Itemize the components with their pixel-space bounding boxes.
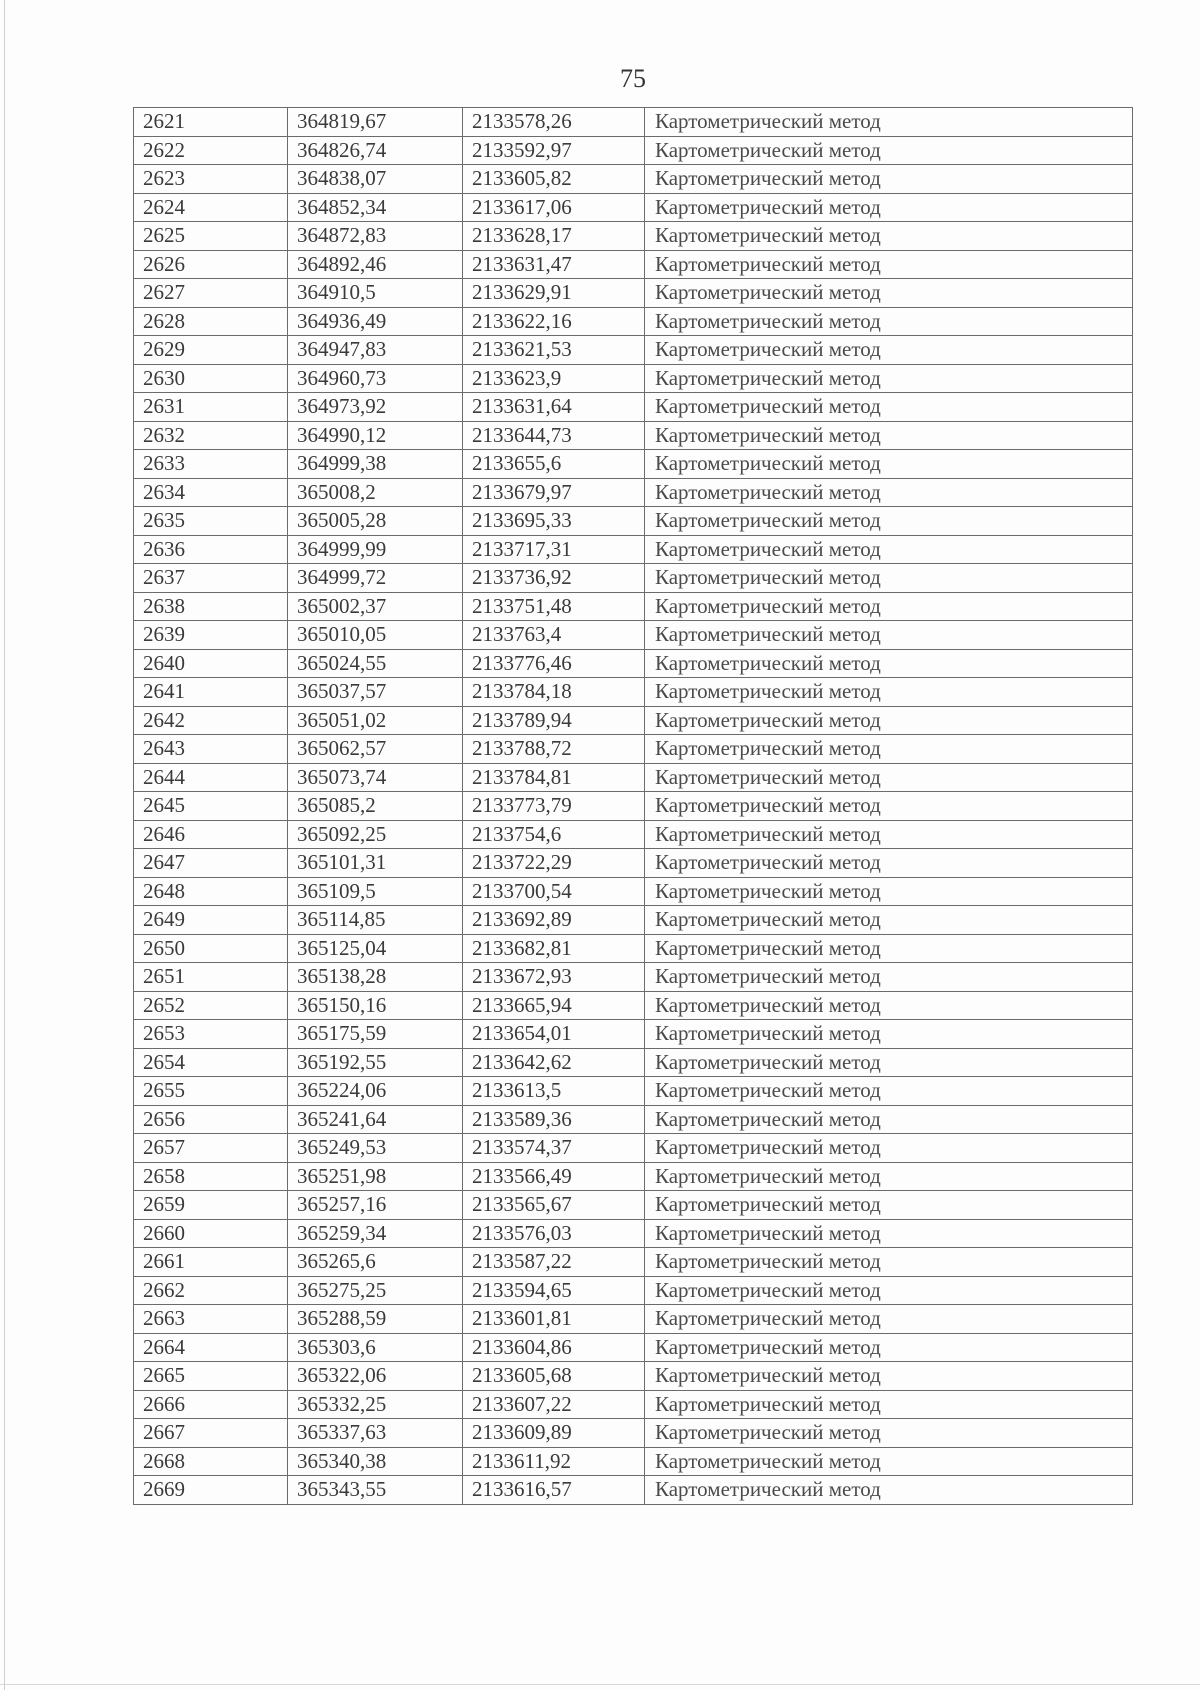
y-coordinate-cell: 2133682,81: [463, 934, 645, 963]
y-coordinate-cell: 2133717,31: [463, 535, 645, 564]
point-number-cell: 2643: [134, 735, 288, 764]
x-coordinate-cell: 365092,25: [288, 820, 463, 849]
method-cell: Картометрический метод: [645, 991, 1133, 1020]
point-number-cell: 2640: [134, 649, 288, 678]
y-coordinate-cell: 2133616,57: [463, 1476, 645, 1505]
method-cell: Картометрический метод: [645, 1476, 1133, 1505]
x-coordinate-cell: 364872,83: [288, 222, 463, 251]
method-cell: Картометрический метод: [645, 792, 1133, 821]
x-coordinate-cell: 365251,98: [288, 1162, 463, 1191]
table-row: [134, 1048, 1133, 1077]
point-number-cell: 2663: [134, 1305, 288, 1334]
y-coordinate-cell: 2133592,97: [463, 136, 645, 165]
y-coordinate-cell: 2133623,9: [463, 364, 645, 393]
method-cell: Картометрический метод: [645, 1333, 1133, 1362]
y-coordinate-cell: 2133607,22: [463, 1390, 645, 1419]
table-row: [134, 1333, 1133, 1362]
method-cell: Картометрический метод: [645, 849, 1133, 878]
table-row: [134, 592, 1133, 621]
x-coordinate-cell: 365037,57: [288, 678, 463, 707]
x-coordinate-cell: 365241,64: [288, 1105, 463, 1134]
point-number-cell: 2638: [134, 592, 288, 621]
point-number-cell: 2646: [134, 820, 288, 849]
table-row: [134, 1248, 1133, 1277]
x-coordinate-cell: 364999,38: [288, 450, 463, 479]
point-number-cell: 2623: [134, 165, 288, 194]
table-row: [134, 507, 1133, 536]
point-number-cell: 2658: [134, 1162, 288, 1191]
method-cell: Картометрический метод: [645, 307, 1133, 336]
point-number-cell: 2651: [134, 963, 288, 992]
y-coordinate-cell: 2133776,46: [463, 649, 645, 678]
table-row: [134, 1077, 1133, 1106]
x-coordinate-cell: 365051,02: [288, 706, 463, 735]
x-coordinate-cell: 364852,34: [288, 193, 463, 222]
point-number-cell: 2652: [134, 991, 288, 1020]
point-number-cell: 2634: [134, 478, 288, 507]
scan-edge-bottom: [0, 1684, 1200, 1685]
table-row: [134, 991, 1133, 1020]
point-number-cell: 2626: [134, 250, 288, 279]
y-coordinate-cell: 2133622,16: [463, 307, 645, 336]
method-cell: Картометрический метод: [645, 1105, 1133, 1134]
y-coordinate-cell: 2133621,53: [463, 336, 645, 365]
x-coordinate-cell: 364838,07: [288, 165, 463, 194]
x-coordinate-cell: 365138,28: [288, 963, 463, 992]
x-coordinate-cell: 364999,72: [288, 564, 463, 593]
point-number-cell: 2656: [134, 1105, 288, 1134]
method-cell: Картометрический метод: [645, 1219, 1133, 1248]
method-cell: Картометрический метод: [645, 1390, 1133, 1419]
x-coordinate-cell: 365002,37: [288, 592, 463, 621]
x-coordinate-cell: 364910,5: [288, 279, 463, 308]
method-cell: Картометрический метод: [645, 478, 1133, 507]
point-number-cell: 2625: [134, 222, 288, 251]
y-coordinate-cell: 2133601,81: [463, 1305, 645, 1334]
table-row: [134, 820, 1133, 849]
table-row: [134, 279, 1133, 308]
x-coordinate-cell: 365340,38: [288, 1447, 463, 1476]
table-row: [134, 1105, 1133, 1134]
point-number-cell: 2659: [134, 1191, 288, 1220]
page-number: 75: [620, 64, 646, 93]
method-cell: Картометрический метод: [645, 1048, 1133, 1077]
y-coordinate-cell: 2133754,6: [463, 820, 645, 849]
table-row: [134, 364, 1133, 393]
x-coordinate-cell: 365343,55: [288, 1476, 463, 1505]
point-number-cell: 2645: [134, 792, 288, 821]
y-coordinate-cell: 2133736,92: [463, 564, 645, 593]
method-cell: Картометрический метод: [645, 279, 1133, 308]
x-coordinate-cell: 365008,2: [288, 478, 463, 507]
point-number-cell: 2647: [134, 849, 288, 878]
table-row: [134, 535, 1133, 564]
method-cell: Картометрический метод: [645, 735, 1133, 764]
x-coordinate-cell: 365150,16: [288, 991, 463, 1020]
method-cell: Картометрический метод: [645, 1191, 1133, 1220]
method-cell: Картометрический метод: [645, 649, 1133, 678]
method-cell: Картометрический метод: [645, 421, 1133, 450]
table-row: [134, 222, 1133, 251]
x-coordinate-cell: 364819,67: [288, 108, 463, 137]
point-number-cell: 2667: [134, 1419, 288, 1448]
y-coordinate-cell: 2133784,18: [463, 678, 645, 707]
method-cell: Картометрический метод: [645, 1162, 1133, 1191]
x-coordinate-cell: 365259,34: [288, 1219, 463, 1248]
point-number-cell: 2635: [134, 507, 288, 536]
table-row: [134, 336, 1133, 365]
method-cell: Картометрический метод: [645, 906, 1133, 935]
method-cell: Картометрический метод: [645, 535, 1133, 564]
y-coordinate-cell: 2133642,62: [463, 1048, 645, 1077]
method-cell: Картометрический метод: [645, 1020, 1133, 1049]
method-cell: Картометрический метод: [645, 963, 1133, 992]
coordinates-table-body: [134, 108, 1133, 1505]
y-coordinate-cell: 2133617,06: [463, 193, 645, 222]
x-coordinate-cell: 365257,16: [288, 1191, 463, 1220]
point-number-cell: 2627: [134, 279, 288, 308]
method-cell: Картометрический метод: [645, 1419, 1133, 1448]
y-coordinate-cell: 2133695,33: [463, 507, 645, 536]
table-row: [134, 706, 1133, 735]
table-row: [134, 1390, 1133, 1419]
table-row: [134, 763, 1133, 792]
method-cell: Картометрический метод: [645, 222, 1133, 251]
table-row: [134, 1276, 1133, 1305]
point-number-cell: 2639: [134, 621, 288, 650]
point-number-cell: 2633: [134, 450, 288, 479]
table-row: [134, 307, 1133, 336]
x-coordinate-cell: 365175,59: [288, 1020, 463, 1049]
table-row: [134, 678, 1133, 707]
y-coordinate-cell: 2133566,49: [463, 1162, 645, 1191]
x-coordinate-cell: 365114,85: [288, 906, 463, 935]
method-cell: Картометрический метод: [645, 136, 1133, 165]
point-number-cell: 2622: [134, 136, 288, 165]
x-coordinate-cell: 365332,25: [288, 1390, 463, 1419]
point-number-cell: 2621: [134, 108, 288, 137]
point-number-cell: 2669: [134, 1476, 288, 1505]
table-row: [134, 564, 1133, 593]
table-row: [134, 621, 1133, 650]
y-coordinate-cell: 2133665,94: [463, 991, 645, 1020]
point-number-cell: 2630: [134, 364, 288, 393]
y-coordinate-cell: 2133631,47: [463, 250, 645, 279]
table-row: [134, 735, 1133, 764]
point-number-cell: 2661: [134, 1248, 288, 1277]
table-row: [134, 450, 1133, 479]
table-row: [134, 849, 1133, 878]
x-coordinate-cell: 365288,59: [288, 1305, 463, 1334]
table-row: [134, 877, 1133, 906]
y-coordinate-cell: 2133644,73: [463, 421, 645, 450]
point-number-cell: 2631: [134, 393, 288, 422]
x-coordinate-cell: 365010,05: [288, 621, 463, 650]
y-coordinate-cell: 2133631,64: [463, 393, 645, 422]
point-number-cell: 2629: [134, 336, 288, 365]
x-coordinate-cell: 365085,2: [288, 792, 463, 821]
y-coordinate-cell: 2133578,26: [463, 108, 645, 137]
y-coordinate-cell: 2133609,89: [463, 1419, 645, 1448]
y-coordinate-cell: 2133692,89: [463, 906, 645, 935]
y-coordinate-cell: 2133784,81: [463, 763, 645, 792]
y-coordinate-cell: 2133629,91: [463, 279, 645, 308]
y-coordinate-cell: 2133763,4: [463, 621, 645, 650]
y-coordinate-cell: 2133574,37: [463, 1134, 645, 1163]
method-cell: Картометрический метод: [645, 1447, 1133, 1476]
method-cell: Картометрический метод: [645, 934, 1133, 963]
x-coordinate-cell: 365101,31: [288, 849, 463, 878]
method-cell: Картометрический метод: [645, 393, 1133, 422]
point-number-cell: 2624: [134, 193, 288, 222]
method-cell: Картометрический метод: [645, 1305, 1133, 1334]
x-coordinate-cell: 365125,04: [288, 934, 463, 963]
point-number-cell: 2637: [134, 564, 288, 593]
method-cell: Картометрический метод: [645, 165, 1133, 194]
x-coordinate-cell: 364936,49: [288, 307, 463, 336]
y-coordinate-cell: 2133628,17: [463, 222, 645, 251]
y-coordinate-cell: 2133672,93: [463, 963, 645, 992]
y-coordinate-cell: 2133589,36: [463, 1105, 645, 1134]
y-coordinate-cell: 2133587,22: [463, 1248, 645, 1277]
table-row: [134, 1020, 1133, 1049]
y-coordinate-cell: 2133604,86: [463, 1333, 645, 1362]
point-number-cell: 2636: [134, 535, 288, 564]
x-coordinate-cell: 365073,74: [288, 763, 463, 792]
table-row: [134, 1162, 1133, 1191]
x-coordinate-cell: 364960,73: [288, 364, 463, 393]
y-coordinate-cell: 2133655,6: [463, 450, 645, 479]
method-cell: Картометрический метод: [645, 877, 1133, 906]
table-row: [134, 1191, 1133, 1220]
y-coordinate-cell: 2133789,94: [463, 706, 645, 735]
method-cell: Картометрический метод: [645, 193, 1133, 222]
method-cell: Картометрический метод: [645, 1362, 1133, 1391]
method-cell: Картометрический метод: [645, 250, 1133, 279]
x-coordinate-cell: 365224,06: [288, 1077, 463, 1106]
point-number-cell: 2628: [134, 307, 288, 336]
point-number-cell: 2660: [134, 1219, 288, 1248]
point-number-cell: 2653: [134, 1020, 288, 1049]
point-number-cell: 2648: [134, 877, 288, 906]
point-number-cell: 2649: [134, 906, 288, 935]
point-number-cell: 2654: [134, 1048, 288, 1077]
table-row: [134, 478, 1133, 507]
table-row: [134, 421, 1133, 450]
x-coordinate-cell: 365249,53: [288, 1134, 463, 1163]
y-coordinate-cell: 2133654,01: [463, 1020, 645, 1049]
table-row: [134, 393, 1133, 422]
x-coordinate-cell: 364947,83: [288, 336, 463, 365]
x-coordinate-cell: 365062,57: [288, 735, 463, 764]
method-cell: Картометрический метод: [645, 763, 1133, 792]
point-number-cell: 2664: [134, 1333, 288, 1362]
method-cell: Картометрический метод: [645, 621, 1133, 650]
x-coordinate-cell: 365337,63: [288, 1419, 463, 1448]
method-cell: Картометрический метод: [645, 336, 1133, 365]
y-coordinate-cell: 2133576,03: [463, 1219, 645, 1248]
table-row: [134, 1447, 1133, 1476]
y-coordinate-cell: 2133565,67: [463, 1191, 645, 1220]
y-coordinate-cell: 2133613,5: [463, 1077, 645, 1106]
y-coordinate-cell: 2133605,68: [463, 1362, 645, 1391]
x-coordinate-cell: 365024,55: [288, 649, 463, 678]
x-coordinate-cell: 365265,6: [288, 1248, 463, 1277]
point-number-cell: 2662: [134, 1276, 288, 1305]
point-number-cell: 2632: [134, 421, 288, 450]
table-row: [134, 1362, 1133, 1391]
x-coordinate-cell: 364990,12: [288, 421, 463, 450]
x-coordinate-cell: 364973,92: [288, 393, 463, 422]
x-coordinate-cell: 365275,25: [288, 1276, 463, 1305]
table-row: [134, 934, 1133, 963]
coordinates-table: [133, 107, 1133, 1505]
table-row: [134, 165, 1133, 194]
table-row: [134, 1219, 1133, 1248]
y-coordinate-cell: 2133605,82: [463, 165, 645, 194]
y-coordinate-cell: 2133679,97: [463, 478, 645, 507]
method-cell: Картометрический метод: [645, 706, 1133, 735]
method-cell: Картометрический метод: [645, 1276, 1133, 1305]
point-number-cell: 2650: [134, 934, 288, 963]
point-number-cell: 2644: [134, 763, 288, 792]
table-row: [134, 792, 1133, 821]
x-coordinate-cell: 364826,74: [288, 136, 463, 165]
table-row: [134, 649, 1133, 678]
method-cell: Картометрический метод: [645, 1248, 1133, 1277]
y-coordinate-cell: 2133594,65: [463, 1276, 645, 1305]
method-cell: Картометрический метод: [645, 1134, 1133, 1163]
table-row: [134, 1476, 1133, 1505]
table-row: [134, 250, 1133, 279]
method-cell: Картометрический метод: [645, 564, 1133, 593]
table-row: [134, 193, 1133, 222]
method-cell: Картометрический метод: [645, 820, 1133, 849]
method-cell: Картометрический метод: [645, 450, 1133, 479]
x-coordinate-cell: 365109,5: [288, 877, 463, 906]
method-cell: Картометрический метод: [645, 592, 1133, 621]
y-coordinate-cell: 2133722,29: [463, 849, 645, 878]
table-row: [134, 1134, 1133, 1163]
method-cell: Картометрический метод: [645, 364, 1133, 393]
table-row: [134, 1305, 1133, 1334]
point-number-cell: 2655: [134, 1077, 288, 1106]
method-cell: Картометрический метод: [645, 1077, 1133, 1106]
y-coordinate-cell: 2133788,72: [463, 735, 645, 764]
table-row: [134, 136, 1133, 165]
method-cell: Картометрический метод: [645, 507, 1133, 536]
scan-edge-left: [4, 0, 5, 1690]
table-row: [134, 1419, 1133, 1448]
point-number-cell: 2641: [134, 678, 288, 707]
y-coordinate-cell: 2133700,54: [463, 877, 645, 906]
y-coordinate-cell: 2133773,79: [463, 792, 645, 821]
y-coordinate-cell: 2133751,48: [463, 592, 645, 621]
point-number-cell: 2665: [134, 1362, 288, 1391]
y-coordinate-cell: 2133611,92: [463, 1447, 645, 1476]
point-number-cell: 2666: [134, 1390, 288, 1419]
point-number-cell: 2657: [134, 1134, 288, 1163]
table-row: [134, 963, 1133, 992]
x-coordinate-cell: 365322,06: [288, 1362, 463, 1391]
x-coordinate-cell: 364999,99: [288, 535, 463, 564]
x-coordinate-cell: 365005,28: [288, 507, 463, 536]
table-row: [134, 906, 1133, 935]
method-cell: Картометрический метод: [645, 678, 1133, 707]
x-coordinate-cell: 364892,46: [288, 250, 463, 279]
x-coordinate-cell: 365303,6: [288, 1333, 463, 1362]
x-coordinate-cell: 365192,55: [288, 1048, 463, 1077]
method-cell: Картометрический метод: [645, 108, 1133, 137]
point-number-cell: 2668: [134, 1447, 288, 1476]
table-row: [134, 108, 1133, 137]
point-number-cell: 2642: [134, 706, 288, 735]
